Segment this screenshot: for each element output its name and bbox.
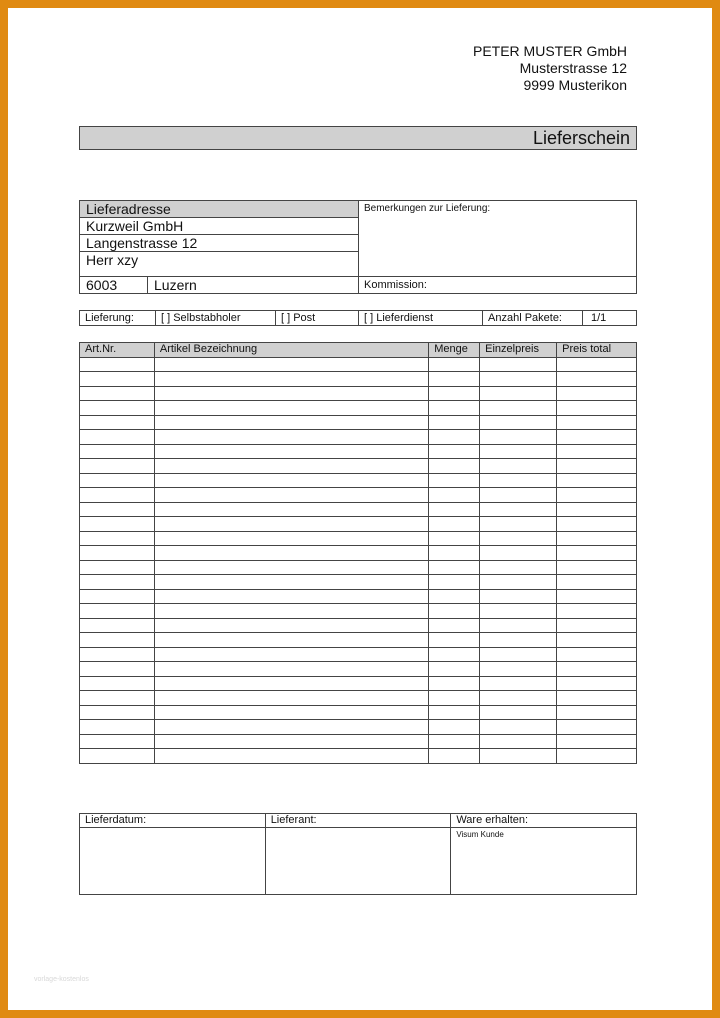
visum-label: Visum Kunde xyxy=(456,830,504,839)
table-cell xyxy=(429,560,480,575)
table-cell xyxy=(429,430,480,445)
delivery-option-service: [ ] Lieferdienst xyxy=(359,311,483,325)
table-cell xyxy=(80,633,155,648)
table-cell xyxy=(80,647,155,662)
sender-street: Musterstrasse 12 xyxy=(519,60,627,76)
table-cell xyxy=(557,386,637,401)
table-cell xyxy=(429,575,480,590)
table-cell xyxy=(80,372,155,387)
table-cell xyxy=(154,749,428,764)
table-cell xyxy=(80,662,155,677)
table-cell xyxy=(557,676,637,691)
table-cell xyxy=(429,473,480,488)
delivery-label: Lieferung: xyxy=(80,311,156,325)
table-row xyxy=(80,444,637,459)
table-cell xyxy=(557,531,637,546)
table-cell xyxy=(154,401,428,416)
table-cell xyxy=(154,372,428,387)
sender-city: 9999 Musterikon xyxy=(523,77,627,93)
table-cell xyxy=(80,560,155,575)
table-cell xyxy=(557,546,637,561)
table-cell xyxy=(154,459,428,474)
table-cell xyxy=(480,647,557,662)
table-cell xyxy=(154,604,428,619)
table-cell xyxy=(154,473,428,488)
table-cell xyxy=(480,676,557,691)
table-row xyxy=(80,473,637,488)
table-cell xyxy=(154,488,428,503)
remarks-label: Bemerkungen zur Lieferung: xyxy=(364,203,491,214)
table-cell xyxy=(154,589,428,604)
packages-label: Anzahl Pakete: xyxy=(483,311,583,325)
table-row xyxy=(80,676,637,691)
table-cell xyxy=(429,372,480,387)
table-cell xyxy=(429,517,480,532)
col-unit-price: Einzelpreis xyxy=(480,343,557,358)
table-row xyxy=(80,749,637,764)
table-cell xyxy=(480,444,557,459)
table-cell xyxy=(80,734,155,749)
table-cell xyxy=(480,575,557,590)
supplier-field xyxy=(265,828,451,895)
address-block xyxy=(79,200,637,294)
commission-label: Kommission: xyxy=(359,276,636,293)
table-cell xyxy=(80,691,155,706)
table-cell xyxy=(557,589,637,604)
address-plz-city-row xyxy=(80,276,358,293)
table-cell xyxy=(154,357,428,372)
table-cell xyxy=(80,444,155,459)
delivery-option-post: [ ] Post xyxy=(276,311,359,325)
table-cell xyxy=(429,604,480,619)
table-row xyxy=(80,357,637,372)
table-cell xyxy=(80,705,155,720)
table-cell xyxy=(557,662,637,677)
table-cell xyxy=(429,415,480,430)
table-row xyxy=(80,604,637,619)
supplier-label: Lieferant: xyxy=(265,814,451,828)
table-cell xyxy=(557,734,637,749)
table-cell xyxy=(480,560,557,575)
table-cell xyxy=(557,618,637,633)
table-cell xyxy=(80,502,155,517)
table-cell xyxy=(154,618,428,633)
delivery-option-pickup: [ ] Selbstabholer xyxy=(156,311,276,325)
table-cell xyxy=(80,517,155,532)
address-street: Langenstrasse 12 xyxy=(80,235,358,252)
table-cell xyxy=(429,749,480,764)
table-cell xyxy=(557,647,637,662)
table-row xyxy=(80,662,637,677)
table-cell xyxy=(80,618,155,633)
table-row xyxy=(80,560,637,575)
table-cell xyxy=(557,633,637,648)
goods-received-label: Ware erhalten: xyxy=(451,814,637,828)
address-header: Lieferadresse xyxy=(80,201,358,218)
table-row xyxy=(80,546,637,561)
table-cell xyxy=(480,415,557,430)
document-title-bar xyxy=(79,126,637,150)
table-cell xyxy=(557,502,637,517)
table-row xyxy=(80,517,637,532)
table-row xyxy=(80,531,637,546)
table-cell xyxy=(480,589,557,604)
table-cell xyxy=(154,517,428,532)
table-cell xyxy=(480,473,557,488)
table-cell xyxy=(429,459,480,474)
address-contact: Herr xzy xyxy=(86,252,139,268)
table-cell xyxy=(557,459,637,474)
table-cell xyxy=(480,459,557,474)
table-cell xyxy=(80,473,155,488)
table-cell xyxy=(480,604,557,619)
table-cell xyxy=(80,386,155,401)
table-cell xyxy=(429,386,480,401)
table-cell xyxy=(480,546,557,561)
table-cell xyxy=(429,676,480,691)
table-cell xyxy=(480,531,557,546)
table-cell xyxy=(429,401,480,416)
table-cell xyxy=(480,488,557,503)
table-row xyxy=(80,720,637,735)
table-cell xyxy=(557,401,637,416)
table-row xyxy=(80,589,637,604)
table-cell xyxy=(429,734,480,749)
table-cell xyxy=(80,430,155,445)
table-cell xyxy=(80,749,155,764)
table-cell xyxy=(429,589,480,604)
table-cell xyxy=(80,357,155,372)
delivery-date-field xyxy=(80,828,266,895)
table-cell xyxy=(480,357,557,372)
table-row xyxy=(80,415,637,430)
signature-table xyxy=(79,813,637,895)
table-cell xyxy=(480,618,557,633)
table-cell xyxy=(154,705,428,720)
table-cell xyxy=(429,502,480,517)
table-cell xyxy=(429,633,480,648)
table-cell xyxy=(557,357,637,372)
table-cell xyxy=(480,633,557,648)
table-cell xyxy=(154,676,428,691)
table-cell xyxy=(480,386,557,401)
table-cell xyxy=(80,459,155,474)
table-cell xyxy=(557,575,637,590)
table-row xyxy=(80,705,637,720)
table-cell xyxy=(429,488,480,503)
table-row xyxy=(80,386,637,401)
table-cell xyxy=(154,430,428,445)
table-cell xyxy=(80,488,155,503)
table-cell xyxy=(480,705,557,720)
address-plz: 6003 xyxy=(80,277,148,294)
table-cell xyxy=(557,473,637,488)
table-cell xyxy=(557,705,637,720)
table-cell xyxy=(480,517,557,532)
table-cell xyxy=(557,517,637,532)
table-row xyxy=(80,633,637,648)
table-cell xyxy=(154,386,428,401)
table-cell xyxy=(480,720,557,735)
table-cell xyxy=(154,531,428,546)
table-cell xyxy=(557,488,637,503)
table-row xyxy=(80,430,637,445)
sender-address xyxy=(473,43,627,94)
table-cell xyxy=(80,531,155,546)
table-cell xyxy=(480,502,557,517)
remarks-area xyxy=(359,201,636,293)
table-cell xyxy=(80,401,155,416)
items-table xyxy=(79,342,637,764)
table-row xyxy=(80,575,637,590)
table-cell xyxy=(557,691,637,706)
table-cell xyxy=(429,546,480,561)
table-cell xyxy=(557,415,637,430)
table-cell xyxy=(80,589,155,604)
goods-received-field xyxy=(451,828,637,895)
table-cell xyxy=(557,749,637,764)
table-cell xyxy=(154,415,428,430)
delivery-address xyxy=(80,201,359,293)
table-row xyxy=(80,488,637,503)
table-cell xyxy=(154,546,428,561)
table-cell xyxy=(557,604,637,619)
table-cell xyxy=(480,734,557,749)
table-cell xyxy=(154,691,428,706)
delivery-method-row xyxy=(79,310,637,326)
table-cell xyxy=(154,633,428,648)
table-cell xyxy=(429,444,480,459)
table-cell xyxy=(429,691,480,706)
col-total-price: Preis total xyxy=(557,343,637,358)
sender-company: PETER MUSTER GmbH xyxy=(472,43,627,59)
table-cell xyxy=(80,720,155,735)
packages-value: 1/1 xyxy=(591,312,607,324)
table-cell xyxy=(557,560,637,575)
table-cell xyxy=(429,705,480,720)
table-row xyxy=(80,372,637,387)
table-cell xyxy=(154,647,428,662)
table-cell xyxy=(480,749,557,764)
table-cell xyxy=(154,734,428,749)
table-cell xyxy=(154,720,428,735)
table-cell xyxy=(80,575,155,590)
table-cell xyxy=(557,430,637,445)
table-row xyxy=(80,459,637,474)
table-cell xyxy=(80,546,155,561)
table-row xyxy=(80,691,637,706)
table-cell xyxy=(429,720,480,735)
table-cell xyxy=(480,662,557,677)
col-article-description: Artikel Bezeichnung xyxy=(154,343,428,358)
table-cell xyxy=(480,401,557,416)
table-cell xyxy=(429,357,480,372)
col-quantity: Menge xyxy=(429,343,480,358)
table-row xyxy=(80,401,637,416)
table-cell xyxy=(557,444,637,459)
table-cell xyxy=(154,444,428,459)
table-cell xyxy=(429,662,480,677)
address-city: Luzern xyxy=(154,277,197,293)
table-row xyxy=(80,618,637,633)
table-row xyxy=(80,647,637,662)
address-company: Kurzweil GmbH xyxy=(80,218,358,235)
document-title: Lieferschein xyxy=(532,128,630,148)
table-cell xyxy=(557,720,637,735)
table-cell xyxy=(80,604,155,619)
table-cell xyxy=(480,430,557,445)
table-cell xyxy=(429,531,480,546)
table-cell xyxy=(429,647,480,662)
table-cell xyxy=(80,676,155,691)
table-cell xyxy=(154,662,428,677)
table-row xyxy=(80,502,637,517)
items-header-row xyxy=(80,343,637,358)
table-cell xyxy=(154,575,428,590)
table-cell xyxy=(480,372,557,387)
table-cell xyxy=(154,560,428,575)
delivery-date-label: Lieferdatum: xyxy=(80,814,266,828)
watermark: vorlage-kostenlos xyxy=(34,976,89,983)
table-cell xyxy=(154,502,428,517)
col-article-number: Art.Nr. xyxy=(80,343,155,358)
table-cell xyxy=(557,372,637,387)
table-cell xyxy=(80,415,155,430)
table-cell xyxy=(480,691,557,706)
table-row xyxy=(80,734,637,749)
delivery-note-page xyxy=(8,8,712,1010)
table-cell xyxy=(429,618,480,633)
